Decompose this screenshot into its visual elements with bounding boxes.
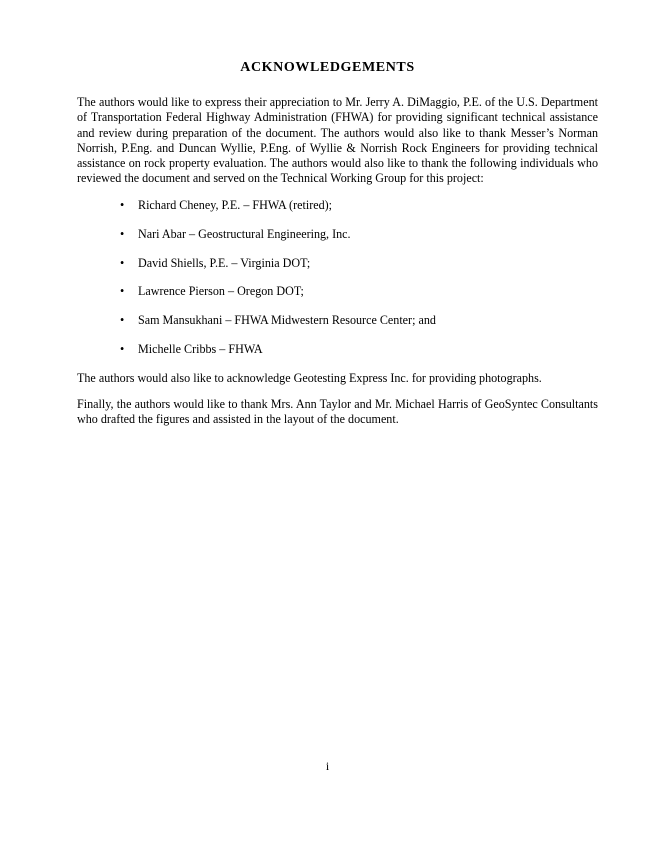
page-number: i [325,759,330,773]
reviewer-name: Richard Cheney, P.E. – FHWA (retired); [138,197,333,212]
reviewer-name: David Shiells, P.E. – Virginia DOT; [138,255,311,270]
reviewer-name: Sam Mansukhani – FHWA Midwestern Resource Center; and [138,313,436,328]
list-item [77,313,598,328]
reviewer-name: Nari Abar – Geostructural Engineering, Inc. [138,226,351,241]
list-item [77,256,598,271]
body-content [77,95,598,438]
page-title: ACKNOWLEDGEMENTS [240,60,415,75]
photographs-paragraph: The authors would also like to acknowledge Geotesting Express Inc. for providing photographs. [77,370,542,385]
reviewer-name: Michelle Cribbs – FHWA [138,342,263,357]
bullet-icon: • [120,284,125,299]
reviewer-list [77,198,598,358]
reviewer-name: Lawrence Pierson – Oregon DOT; [138,284,304,299]
bullet-icon: • [120,197,125,212]
bullet-icon: • [120,313,125,328]
list-item [77,198,598,213]
intro-paragraph: The authors would like to express their appreciation to Mr. Jerry A. DiMaggio, P.E. of the U.S. Department of Transportation Federal Highway Administration (FHWA) for providing significant technical assistance and review during preparation of the document. The authors would also like to thank Messer’s Norman Norrish, P.Eng. and Duncan Wyllie, P.Eng. of Wyllie & Norrish Rock Engineers for providing technical assistance on rock property evaluation. The authors would also like to thank the following individuals who reviewed the document and served on the Technical Working Group for this project: [77,95,598,186]
list-item [77,342,598,357]
list-item [77,227,598,242]
list-item [77,284,598,299]
closing-paragraph: Finally, the authors would like to thank Mrs. Ann Taylor and Mr. Michael Harris of GeoSyntec Consultants who drafted the figures and assisted in the layout of the document. [77,396,598,427]
bullet-icon: • [120,226,125,241]
bullet-icon: • [120,255,125,270]
bullet-icon: • [120,342,125,357]
